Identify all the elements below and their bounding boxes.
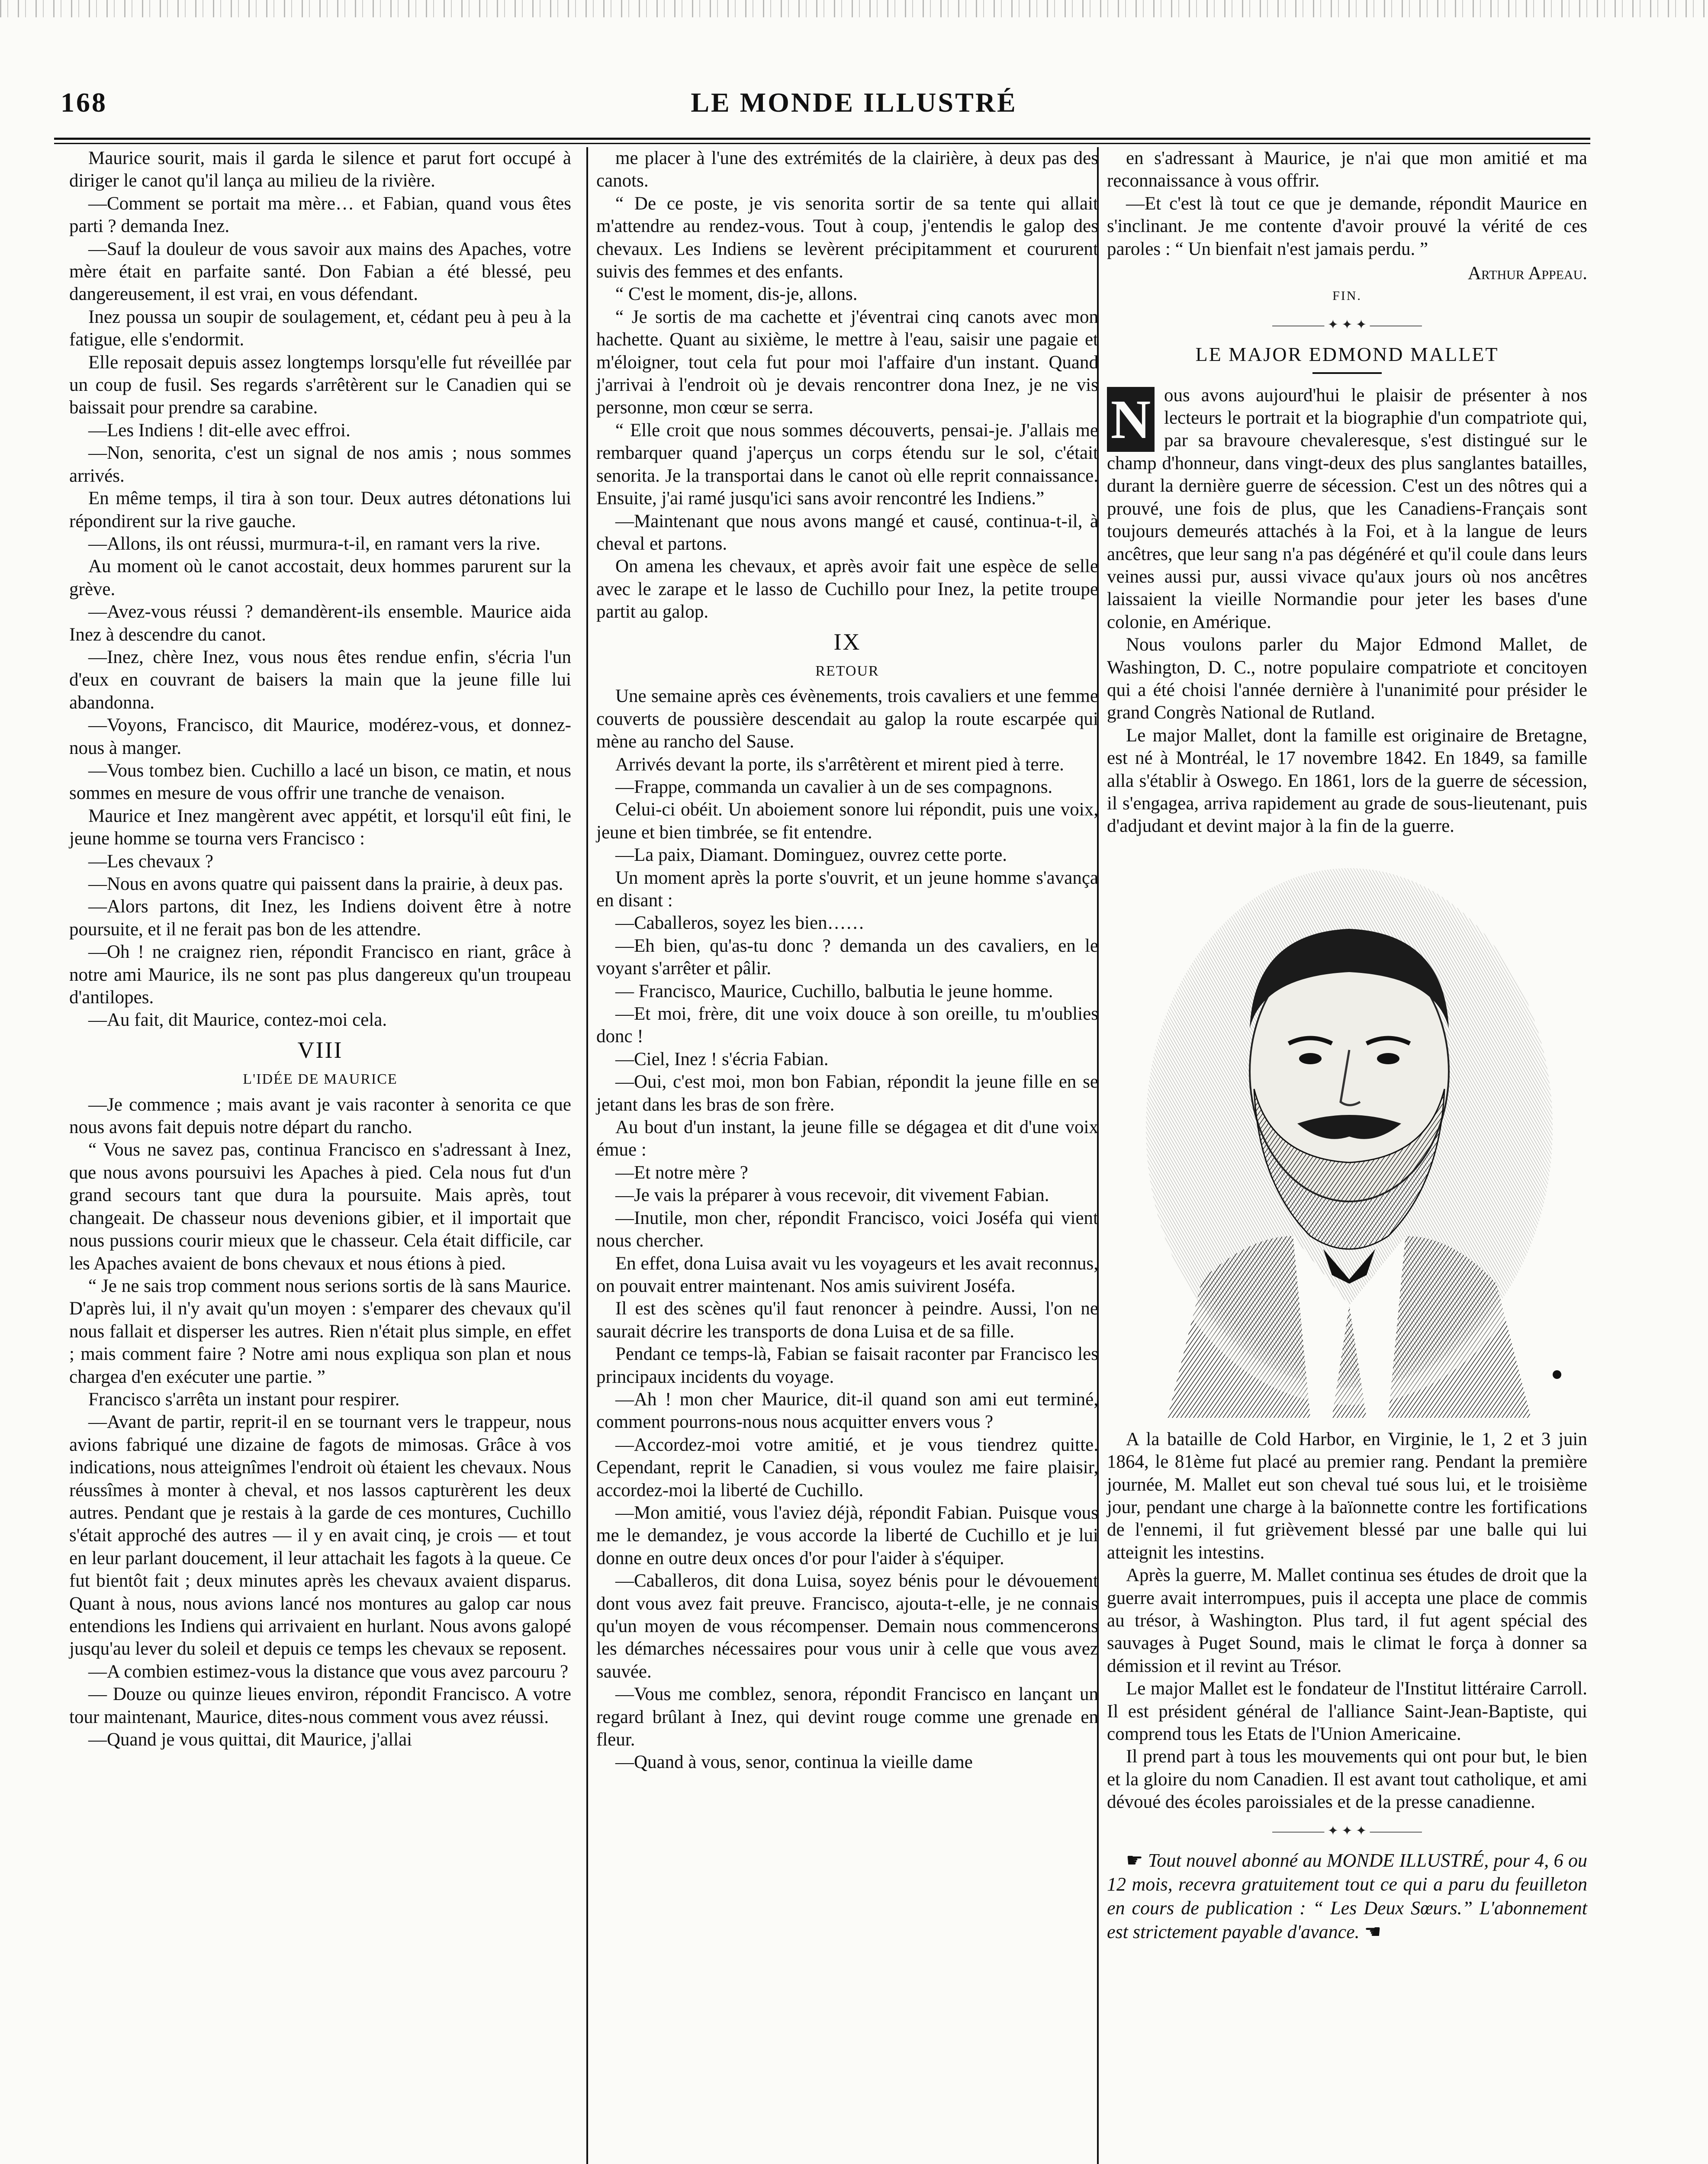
column-divider — [586, 147, 588, 2164]
chapter-title: L'IDÉE DE MAURICE — [243, 1071, 398, 1088]
paragraph: —Non, senorita, c'est un signal de nos amis ; nous sommes arrivés. — [69, 443, 571, 486]
paragraph: “ Je sortis de ma cachette et j'éventrai cinq canots avec mon hachette. Quant au sixième, le mettre à l'eau, saisir une pagaie et m'éloigner, tout cela fut pour moi l'affaire d'un instant. Quand j'arrivai à l'endroit où je devais rencontrer dona Inez, je ne vis personne, mon cœur se serra. — [596, 306, 1098, 418]
paragraph: —Je commence ; mais avant je vais raconter à senorita ce que nous avons fait depuis notre départ du rancho. — [69, 1094, 571, 1138]
paragraph: —Allons, ils ont réussi, murmura-t-il, en ramant vers la rive. — [88, 533, 540, 554]
paragraph: —Mon amitié, vous l'aviez déjà, répondit Fabian. Puisque vous me le demandez, je vous accorde la liberté de Cuchillo et je lui donne en outre deux onces d'or pour l'aider à s'équiper. — [596, 1502, 1098, 1568]
title-rule — [1312, 372, 1382, 374]
column-3-text-mid — [1107, 634, 1587, 838]
column-2 — [596, 147, 1098, 1774]
chapter-number: VIII — [297, 1037, 343, 1063]
masthead-rule-bottom — [54, 143, 1590, 144]
column-1-text — [69, 147, 571, 1032]
paragraph: —Voyons, Francisco, dit Maurice, modérez-vous, et donnez-nous à manger. — [69, 715, 571, 758]
column-3 — [1107, 147, 1587, 1944]
paragraph: Arrivés devant la porte, ils s'arrêtèrent et mirent pied à terre. — [615, 754, 1064, 775]
section-ornament: ———— ✦ ✦ ✦ ———— — [1272, 317, 1422, 332]
paragraph: Inez poussa un soupir de soulagement, et, cédant peu à peu à la fatigue, elle s'endormit. — [69, 306, 571, 350]
paragraph: On amena les chevaux, et après avoir fait une espèce de selle avec le zarape et le lasso de Cuchillo pour Inez, la petite troupe partit au galop. — [596, 556, 1098, 622]
paragraph: “ Je ne sais trop comment nous serions sortis de là sans Maurice. D'après lui, il n'y avait qu'un moyen : s'emparer des chevaux qu'il nous fallait et disperser les autres. Rien n'était plus simple, en effet ; mais comment faire ? Notre ami nous expliqua son plan et nous chargea d'en exécuter une partie. ” — [69, 1275, 571, 1387]
paragraph: —Les chevaux ? — [88, 851, 213, 872]
paragraph: —Et c'est là tout ce que je demande, répondit Maurice en s'inclinant. Je me contente d'avoir prouvé la vérité de ces paroles : “ Un bienfait n'est jamais perdu. ” — [1107, 193, 1587, 259]
paragraph: —Accordez-moi votre amitié, et je vous tiendrez quitte. Cependant, reprit le Canadien, si vous voulez me faire plaisir, accordez-moi la liberté de Cuchillo. — [596, 1434, 1098, 1501]
paragraph: Le major Mallet est le fondateur de l'Institut littéraire Carroll. Il est président général de l'alliance Saint-Jean-Baptiste, qui comprend tous les Etats de l'Union Americaine. — [1107, 1678, 1587, 1745]
paragraph: Au bout d'un instant, la jeune fille se dégagea et dit d'une voix émue : — [596, 1117, 1098, 1160]
paragraph: —A combien estimez-vous la distance que vous avez parcouru ? — [88, 1661, 569, 1682]
paragraph: —Vous me comblez, senora, répondit Francisco en lançant un regard brûlant à Inez, qui devint rouge comme une grenade en fleur. — [596, 1684, 1098, 1750]
pointing-hand-left-icon: ☚ — [1359, 1921, 1382, 1943]
paragraph: Une semaine après ces évènements, trois cavaliers et une femme couverts de poussière descendait au galop la route escarpée qui mène au rancho del Sause. — [596, 686, 1098, 752]
paragraph: —Inutile, mon cher, répondit Francisco, voici Joséfa qui vient nous chercher. — [596, 1208, 1098, 1251]
column-3-text-after — [1107, 1428, 1587, 1814]
notice-text: Tout nouvel abonné au MONDE ILLUSTRÉ, pour 4, 6 ou 12 mois, recevra gratuitement tout ce qui a paru du feuilleton en cours de publication : “ Les Deux Sœurs.” L'abonnement est strictement payable d'avance. — [1107, 1850, 1587, 1943]
paragraph: Nous voulons parler du Major Edmond Mallet, de Washington, D. C., notre populaire compatriote et concitoyen qui a été choisi l'année dernière à l'unanimité pour présider le grand Congrès National de Rutland. — [1107, 634, 1587, 723]
masthead: LE MONDE ILLUSTRÉ — [691, 87, 1017, 118]
paragraph: —Avant de partir, reprit-il en se tournant vers le trappeur, nous avions fabriqué une dizaine de fagots de mimosas. Grâce à vos indications, nous atteignîmes l'endroit où étaient les chevaux. Nous réussîmes à monter à cheval, et nos lassos capturèrent les deux autres. Pendant que je restais à la garde de ces montures, Cuchillo s'était approché des autres — il y en avait cinq, je crois — et tout en leur parlant doucement, il leur attachait les fagots à la queue. Ce fut bientôt fait ; deux minutes après les chevaux avaient disparus. Quant à nous, nous avions lancé nos montures au galop car nous entendions les Indiens qui arrivaient en hurlant. Nous avons galopé jusqu'au lever du soleil et depuis ce temps les chevaux se reposent. — [69, 1412, 571, 1659]
paragraph: — Douze ou quinze lieues environ, répondit Francisco. A votre tour maintenant, Maurice, dites-nous comment vous avez réussi. — [69, 1684, 571, 1727]
paragraph: Celui-ci obéit. Un aboiement sonore lui répondit, puis une voix, jeune et bien timbrée, se fit entendre. — [596, 799, 1098, 843]
paragraph: —Caballeros, soyez les bien…… — [615, 913, 865, 934]
paragraph: Elle reposait depuis assez longtemps lorsqu'elle fut réveillée par un coup de fusil. Ses regards s'arrêtèrent sur le Canadien qui se baissait pour prendre sa carabine. — [69, 352, 571, 418]
portrait-engraving — [1107, 847, 1587, 1418]
subscription-notice — [1107, 1848, 1587, 1944]
paragraph: —Ciel, Inez ! s'écria Fabian. — [615, 1049, 829, 1069]
paragraph: —Quand à vous, senor, continua la vieille dame — [615, 1752, 973, 1773]
paragraph: Un moment après la porte s'ouvrit, et un jeune homme s'avança en disant : — [596, 867, 1098, 911]
column-2-text-continued — [596, 685, 1098, 1774]
paragraph: “ De ce poste, je vis senorita sortir de sa tente qui allait m'attendre au rendez-vous. Tout à coup, j'entendis le galop des chevaux. Les Indiens se levèrent précipitamment et coururent suivis des femmes et des enfants. — [596, 193, 1098, 282]
paragraph: A la bataille de Cold Harbor, en Virginie, le 1, 2 et 3 juin 1864, le 81ème fut placé au premier rang. Pendant la première journée, M. Mallet eut son cheval tué sous lui, et le troisième jour, pendant une charge à la baïonnette contre les fortifications de l'ennemi, il fut grièvement blessé par une balle qui lui atteignit les intestins. — [1107, 1429, 1587, 1563]
paragraph: “ Vous ne savez pas, continua Francisco en s'adressant à Inez, que nous avons poursuivi les Apaches à pied. Cela nous fut d'un grand secours tant que dura la poursuite. Mais après, tout changeait. De chasseur nous devenions gibier, et il importait que nous pussions courir mieux que le chasseur. Cela était difficile, car les Apaches avaient de bons chevaux et nous étions à pied. — [69, 1140, 571, 1274]
paragraph: —La paix, Diamant. Dominguez, ouvrez cette porte. — [615, 845, 1007, 866]
intro-paragraph — [1107, 384, 1587, 634]
paragraph: —Au fait, dit Maurice, contez-moi cela. — [88, 1010, 387, 1030]
paragraph: —Nous en avons quatre qui paissent dans la prairie, à deux pas. — [88, 874, 563, 894]
column-2-text — [596, 147, 1098, 624]
paragraph: —Et moi, frère, dit une voix douce à son oreille, tu m'oublies donc ! — [596, 1004, 1098, 1047]
paragraph: Pendant ce temps-là, Fabian se faisait raconter par Francisco les principaux incidents du voyage. — [596, 1344, 1098, 1387]
paragraph: —Vous tombez bien. Cuchillo a lacé un bison, ce matin, et nous sommes en mesure de vous offrir une tranche de venaison. — [69, 760, 571, 804]
column-1-text-continued — [69, 1094, 571, 1752]
paragraph: me placer à l'une des extrémités de la clairière, à deux pas des canots. — [596, 148, 1098, 191]
paragraph: “ C'est le moment, dis-je, allons. — [615, 284, 858, 305]
paragraph: “ Elle croit que nous sommes découverts, pensai-je. J'allais me rembarquer quand j'aperçus un corps étendu sur le sol, c'était senorita. Je la transportai dans le canot où elle reprit connaissance. Ensuite, j'ai ramé jusqu'ici sans avoir rencontré les Indiens.” — [596, 420, 1098, 509]
scan-edge-noise — [0, 0, 1708, 17]
author-signature: Arthur Appeau. — [1467, 263, 1587, 284]
paragraph: —Caballeros, dit dona Luisa, soyez bénis pour le dévouement dont vous avez fait preuve. Francisco, ajouta-t-elle, je ne connais qu'un moyen de vous récompenser. Demain nous commencerons les démarches nécessaires pour vous unir à celle que vous avez sauvée. — [596, 1571, 1098, 1682]
paragraph: En effet, dona Luisa avait vu les voyageurs et les avait reconnus, on pouvait entrer maintenant. Nos amis suivirent Joséfa. — [596, 1253, 1098, 1296]
column-3-text — [1107, 147, 1587, 261]
paragraph: —Quand je vous quittai, dit Maurice, j'allai — [88, 1729, 412, 1750]
paragraph: —Inez, chère Inez, vous nous êtes rendue enfin, s'écria l'un d'eux en couvrant de baisers la main que la jeune fille lui abandonna. — [69, 647, 571, 713]
paragraph: Au moment où le canot accostait, deux hommes parurent sur la grève. — [69, 556, 571, 599]
paragraph: —Ah ! mon cher Maurice, dit-il quand son ami eut terminé, comment pourrons-nous nous acquitter envers vous ? — [596, 1389, 1098, 1433]
paragraph: Après la guerre, M. Mallet continua ses études de droit que la guerre avait interrompues, puis il accepta une place de commis au trésor, à Washington. Plus tard, il fut agent spécial des sauvages à Puget Sound, mais le climat le força à donner sa démission et il revint au Trésor. — [1107, 1565, 1587, 1676]
paragraph: —Frappe, commanda un cavalier à un de ses compagnons. — [615, 776, 1053, 797]
chapter-number: IX — [833, 628, 861, 655]
paragraph: —Alors partons, dit Inez, les Indiens doivent être à notre poursuite, et il ne ferait pas bon de les attendre. — [69, 896, 571, 940]
paragraph: —Maintenant que nous avons mangé et causé, continua-t-il, à cheval et partons. — [596, 511, 1098, 554]
masthead-rule-top — [54, 138, 1590, 140]
paragraph: Il prend part à tous les mouvements qui ont pour but, le bien et la gloire du nom Canadien. Il est avant tout catholique, et ami dévoué des écoles paroissiales et de la presse canadienne. — [1107, 1746, 1587, 1813]
paragraph: —Et notre mère ? — [615, 1162, 748, 1183]
intro-text: ous avons aujourd'hui le plaisir de présenter à nos lecteurs le portrait et la biographie d'un compatriote qui, par sa bravoure chevaleresque, s'est distingué sur le champ d'honneur, dans vingt-deux des plus sanglantes batailles, durant la dernière guerre de sécession. C'est un des nôtres qui a prouvé, une fois de plus, que les Canadiens-Français sont toujours demeurés attachés à la Foi, et à la langue de leurs ancêtres, que leur sang n'a pas dégénéré et qu'il coule dans leurs veines aussi pur, aussi vivace qu'aux jours où nos ancêtres laissaient la vieille Normandie pour jeter les bases d'une colonie, en Amérique. — [1107, 385, 1587, 632]
paragraph: Le major Mallet, dont la famille est originaire de Bretagne, est né à Montréal, le 17 novembre 1842. En 1849, sa famille alla s'établir à Oswego. En 1861, lors de la guerre de sécession, il s'engagea, arriva rapidement au grade de sous-lieutenant, puis d'adjudant et devint major à la fin de la guerre. — [1107, 725, 1587, 837]
paragraph: Maurice sourit, mais il garda le silence et parut fort occupé à diriger le canot qu'il lança au milieu de la rivière. — [69, 148, 571, 191]
paragraph: En même temps, il tira à son tour. Deux autres détonations lui répondirent sur la rive gauche. — [69, 488, 571, 531]
paragraph: —Oui, c'est moi, mon bon Fabian, répondit la jeune fille en se jetant dans les bras de son frère. — [596, 1072, 1098, 1115]
paragraph: —Eh bien, qu'as-tu donc ? demanda un des cavaliers, en le voyant s'arrêter et pâlir. — [596, 935, 1098, 979]
article-title: LE MAJOR EDMOND MALLET — [1195, 343, 1499, 366]
chapter-title: RETOUR — [815, 663, 879, 679]
paragraph: Maurice et Inez mangèrent avec appétit, et lorsqu'il eût fini, le jeune homme se tourna vers Francisco : — [69, 805, 571, 849]
paragraph: —Les Indiens ! dit-elle avec effroi. — [88, 420, 351, 441]
paragraph: —Sauf la douleur de vous savoir aux mains des Apaches, votre mère était en parfaite santé. Don Fabian a été blessé, peu dangereusement, il est vrai, en vous défendant. — [69, 238, 571, 305]
notice-ornament: ———— ✦ ✦ ✦ ———— — [1272, 1823, 1422, 1838]
paragraph: Il est des scènes qu'il faut renoncer à peindre. Aussi, l'on ne saurait décrire les transports de dona Luisa et de sa fille. — [596, 1298, 1098, 1342]
drop-cap: N — [1107, 387, 1155, 452]
page-number: 168 — [61, 87, 107, 118]
portrait-icon — [1107, 847, 1587, 1418]
paragraph: —Avez-vous réussi ? demandèrent-ils ensemble. Maurice aida Inez à descendre du canot. — [69, 602, 571, 645]
pointing-hand-icon: ☛ — [1126, 1850, 1148, 1871]
paragraph: —Oh ! ne craignez rien, répondit Francisco en riant, grâce à notre ami Maurice, ils ne sont pas plus dangereux qu'un troupeau d'antilopes. — [69, 942, 571, 1008]
paragraph: Francisco s'arrêta un instant pour respirer. — [88, 1389, 400, 1410]
paragraph: en s'adressant à Maurice, je n'ai que mon amitié et ma reconnaissance à vous offrir. — [1107, 148, 1587, 191]
paragraph: —Comment se portait ma mère… et Fabian, quand vous êtes parti ? demanda Inez. — [69, 193, 571, 237]
paragraph: —Je vais la préparer à vous recevoir, dit vivement Fabian. — [615, 1185, 1049, 1206]
column-1 — [69, 147, 571, 1751]
fin-label: FIN. — [1332, 289, 1362, 303]
paragraph: — Francisco, Maurice, Cuchillo, balbutia le jeune homme. — [615, 981, 1053, 1001]
